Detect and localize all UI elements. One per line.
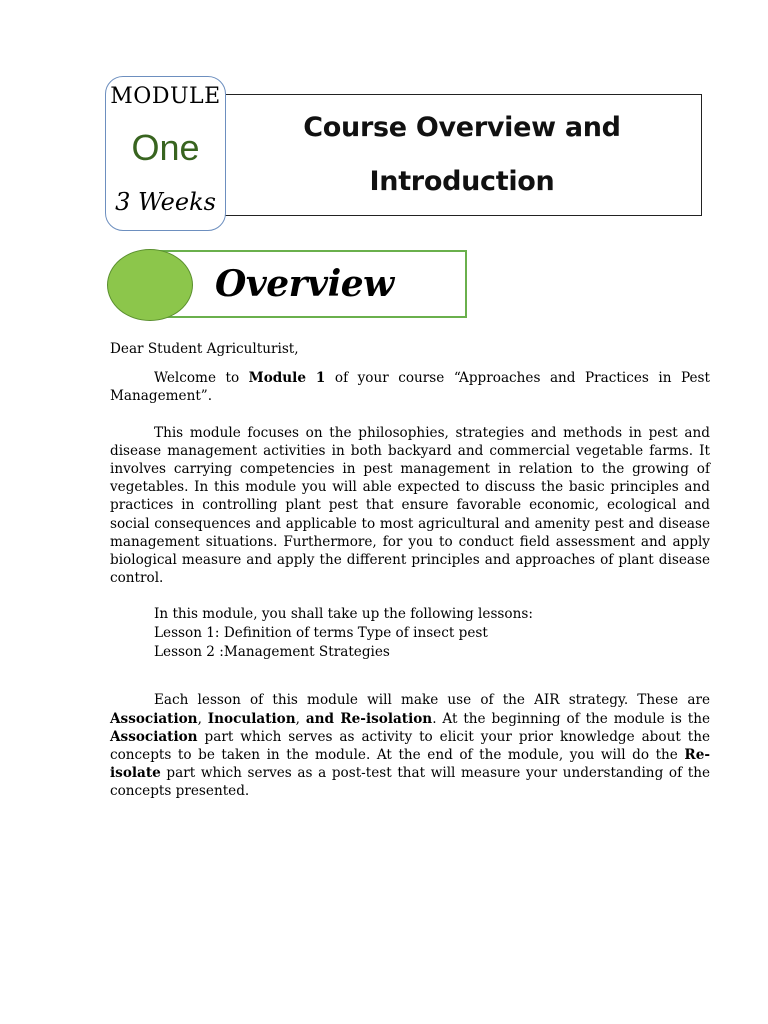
air-text: ,	[197, 710, 208, 727]
greeting: Dear Student Agriculturist,	[110, 341, 299, 357]
air-text: . At the beginning of the module is the	[432, 710, 710, 727]
air-term-inoculation: Inoculation	[207, 710, 296, 727]
lesson-item: Lesson 1: Definition of terms Type of insect pest	[154, 625, 488, 642]
module-duration: 3 Weeks	[115, 188, 216, 216]
module-content	[110, 340, 710, 801]
lesson-item: Lesson 2 :Management Strategies	[154, 644, 390, 661]
overview-circle-graphic	[107, 249, 193, 321]
air-term-association: Association	[110, 710, 198, 727]
air-term-reisolation: and Re-isolation	[305, 710, 433, 727]
module-label: MODULE	[110, 84, 221, 109]
module-number: One	[131, 127, 200, 168]
welcome-prefix: Welcome to	[154, 370, 249, 387]
welcome-suffix: of your course “Approaches and Practices in Pest Management”.	[110, 370, 710, 405]
lessons-intro: In this module, you shall take up the following lessons:	[154, 606, 533, 623]
module-badge	[105, 76, 226, 231]
air-term-reisolate: Re-isolate	[110, 747, 710, 782]
air-text: part which serves as a post-test that will measure your understanding of the concepts presented.	[110, 765, 710, 800]
course-title-line-1: Course Overview and	[303, 112, 621, 143]
lessons-list	[110, 605, 710, 662]
overview-heading: Overview	[215, 263, 394, 305]
air-strategy-paragraph	[110, 691, 710, 800]
welcome-paragraph	[110, 369, 710, 405]
course-title-box	[222, 94, 702, 216]
air-text: ,	[295, 710, 306, 727]
air-text: Each lesson of this module will make use of the AIR strategy. These are	[154, 692, 710, 709]
course-title-line-2: Introduction	[369, 166, 555, 197]
focus-paragraph: This module focuses on the philosophies, strategies and methods in pest and disease management activities in both backyard and commercial vegetable farms. It involves carrying competencies in pest management in relation to the growing of vegetables. In this module you will able expected to discuss the basic principles and practices in controlling plant pest that ensure favorable economic, ecological and social consequences and applicable to most agricultural and amenity pest and disease management situations. Furthermore, for you to conduct field assessment and apply biological measure and apply the different principles and approaches of plant disease control.	[110, 424, 710, 587]
air-term-association: Association	[110, 728, 198, 745]
module-reference: Module 1	[248, 370, 326, 387]
air-text: part which serves as activity to elicit your prior knowledge about the concepts to be taken in the module. At the end of the module, you will do the	[110, 728, 710, 764]
